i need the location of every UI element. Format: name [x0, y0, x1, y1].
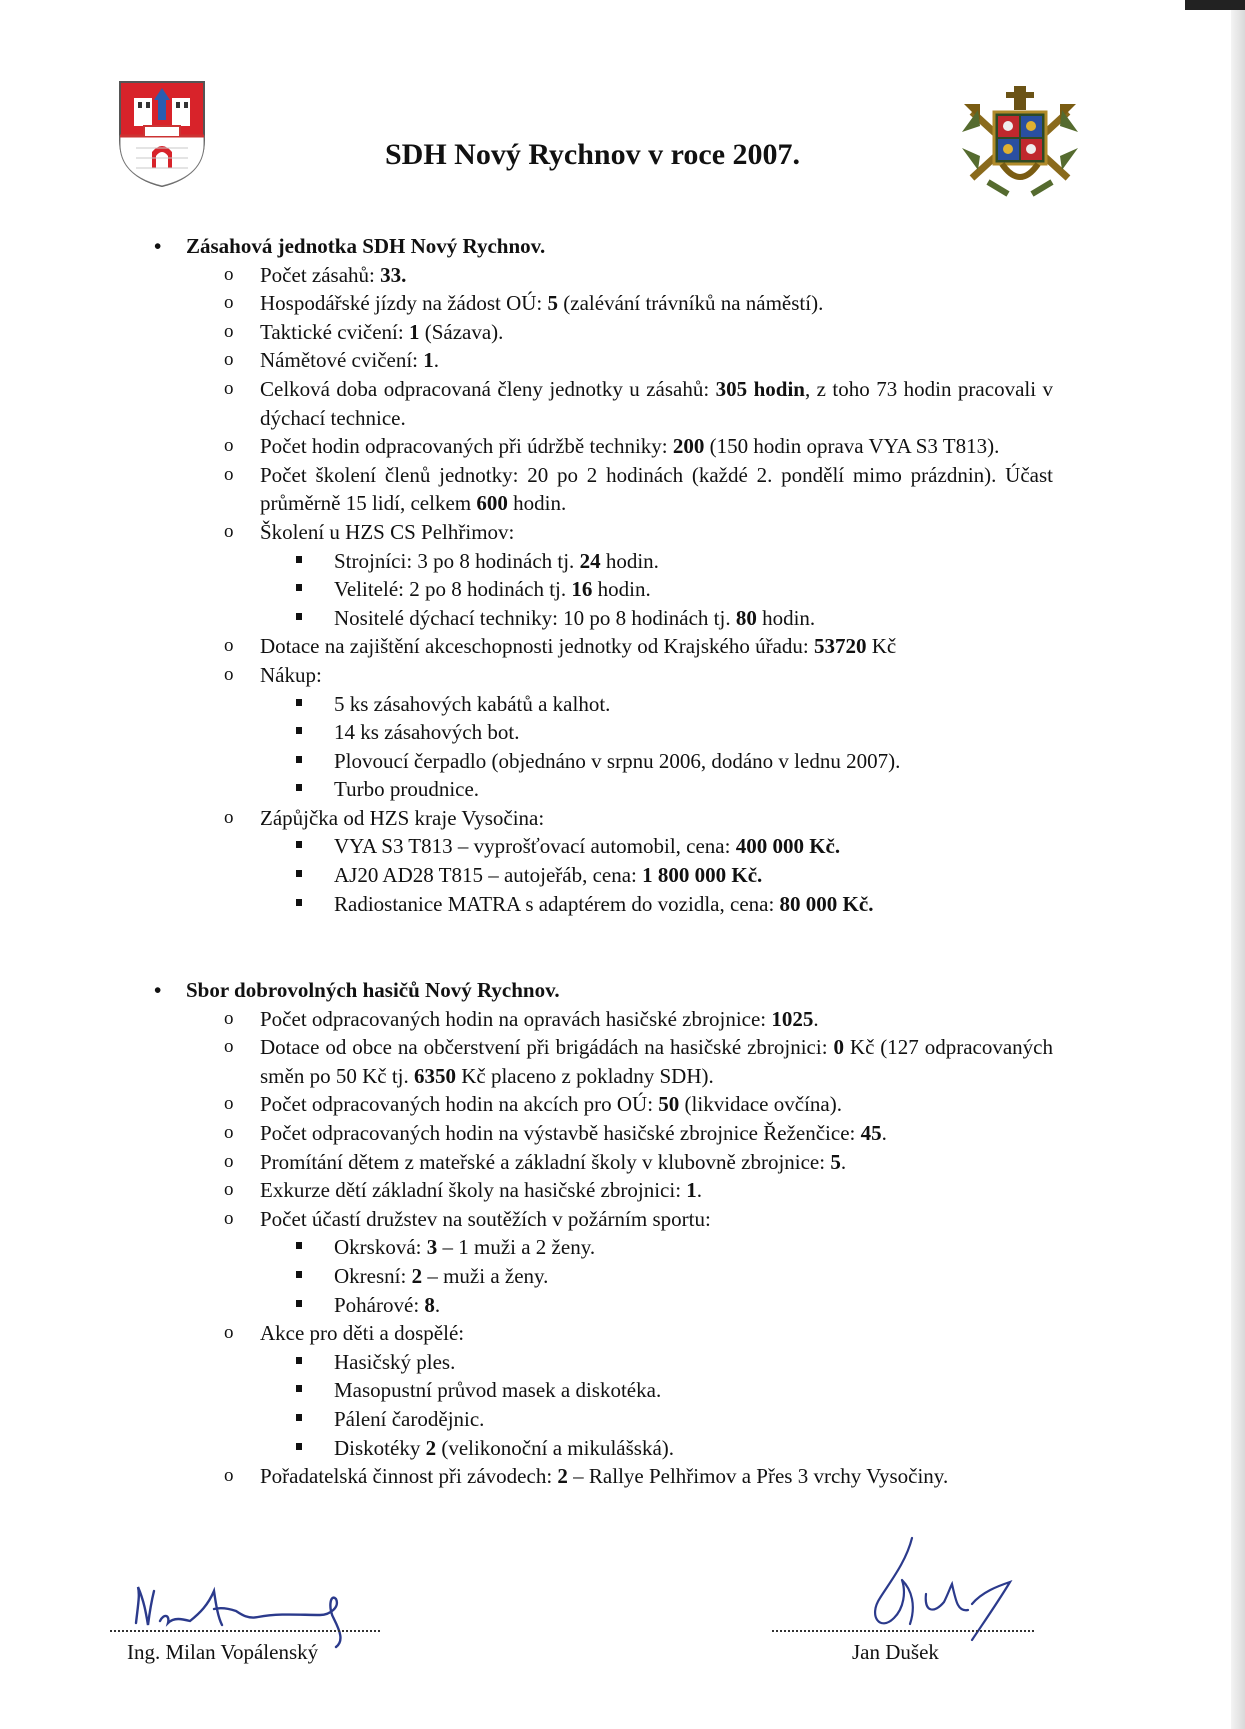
- circle-bullet-marker: o: [224, 1322, 234, 1344]
- text-run: hodin.: [592, 577, 651, 602]
- text-run: Nákup:: [260, 662, 322, 687]
- bold-value: 3: [426, 1235, 438, 1260]
- bold-value: 45: [860, 1120, 882, 1145]
- square-bullet-marker: [296, 727, 302, 734]
- list-item: [148, 661, 1053, 804]
- list-item-text: [260, 661, 1053, 690]
- circle-bullet-marker: o: [224, 635, 234, 657]
- text-run: Nositelé dýchací techniky: 10 po 8 hodinách tj.: [334, 605, 736, 630]
- circle-bullet-marker: o: [224, 1207, 234, 1229]
- section-heading: [148, 232, 1053, 261]
- bold-value: 1: [408, 319, 420, 344]
- text-run: – Rallye Pelhřimov a Přes 3 vrchy Vysočiny.: [567, 1464, 949, 1489]
- text-run: Strojníci: 3 po 8 hodinách tj.: [334, 548, 580, 573]
- item-list: [148, 1005, 1053, 1491]
- square-bullet-marker: [296, 613, 302, 620]
- circle-bullet-marker: o: [224, 1121, 234, 1143]
- list-item: [148, 1119, 1053, 1148]
- text-run: .: [434, 1292, 441, 1317]
- circle-bullet-marker: o: [224, 1036, 234, 1058]
- bold-value: 33.: [380, 262, 407, 287]
- list-item-text: [260, 1119, 1053, 1148]
- square-bullet-marker: [296, 784, 302, 791]
- circle-bullet-marker: o: [224, 320, 234, 342]
- text-run: 5 ks zásahových kabátů a kalhot.: [334, 691, 611, 716]
- section-heading-text: Zásahová jednotka SDH Nový Rychnov.: [186, 234, 546, 258]
- bold-value: 400 000 Kč.: [735, 834, 841, 859]
- text-run: Celková doba odpracovaná členy jednotky u zásahů:: [260, 376, 716, 401]
- square-bullet-marker: [296, 1242, 302, 1249]
- bold-value: 5: [547, 291, 559, 316]
- sub-list-item: [260, 890, 1053, 919]
- text-run: Zápůjčka od HZS kraje Vysočina:: [260, 805, 545, 830]
- text-run: – 1 muži a 2 ženy.: [437, 1235, 596, 1260]
- text-run: Pořadatelská činnost při závodech:: [260, 1464, 558, 1489]
- signature-line-right: [772, 1628, 1034, 1632]
- sub-list: [260, 832, 1053, 918]
- list-item: [148, 289, 1053, 318]
- text-run: Okresní:: [334, 1263, 412, 1288]
- circle-bullet-marker: o: [224, 349, 234, 371]
- sub-list-item: [260, 690, 1053, 719]
- bold-value: 1: [686, 1178, 697, 1203]
- sub-list-item: [260, 1376, 1053, 1405]
- sub-list-item: [260, 832, 1053, 861]
- square-bullet-marker: [296, 584, 302, 591]
- text-run: Kč placeno z pokladny SDH).: [455, 1063, 714, 1088]
- bold-value: 80: [735, 605, 757, 630]
- square-bullet-marker: [296, 1300, 302, 1307]
- text-run: Okrsková:: [334, 1235, 427, 1260]
- square-bullet-marker: [296, 1385, 302, 1392]
- text-run: (150 hodin oprava VYA S3 T813).: [704, 434, 1000, 459]
- bold-value: 2: [557, 1464, 568, 1489]
- text-run: Plovoucí čerpadlo (objednáno v srpnu 2006, dodáno v lednu 2007).: [334, 748, 901, 773]
- sub-list-item: [260, 861, 1053, 890]
- bold-value: 0: [833, 1035, 844, 1060]
- list-item: [148, 1176, 1053, 1205]
- text-run: .: [813, 1006, 819, 1031]
- bold-value: 6350: [413, 1063, 456, 1088]
- section-volunteer-firefighters: [148, 976, 1053, 1491]
- sub-list-item: [260, 604, 1053, 633]
- list-item: [148, 375, 1053, 432]
- sub-list-item: [260, 1291, 1053, 1320]
- text-run: Námětové cvičení:: [260, 348, 424, 373]
- list-item-text: [260, 1176, 1053, 1205]
- text-run: .: [696, 1178, 703, 1203]
- list-item-text: [260, 461, 1053, 518]
- text-run: Hospodářské jízdy na žádost OÚ:: [260, 291, 548, 316]
- text-run: Taktické cvičení:: [260, 319, 409, 344]
- signatory-left-name: Ing. Milan Vopálenský: [127, 1640, 319, 1664]
- text-run: Radiostanice MATRA s adaptérem do vozidla, cena:: [334, 891, 780, 916]
- text-run: Kč (127 odpracovaných směn po 50 Kč tj.: [260, 1035, 1053, 1088]
- text-run: VYA S3 T813 – vyprošťovací automobil, cena:: [334, 834, 736, 859]
- list-item: [148, 1319, 1053, 1462]
- circle-bullet-marker: o: [224, 435, 234, 457]
- list-item-text: [260, 1462, 1053, 1491]
- bold-value: 305 hodin: [715, 376, 805, 401]
- bold-value: 5: [830, 1149, 841, 1174]
- list-item-text: [260, 632, 1053, 661]
- sub-list: [260, 1233, 1053, 1319]
- sub-list: [260, 547, 1053, 633]
- square-bullet-marker: [296, 1357, 302, 1364]
- sub-list-item: [260, 1405, 1053, 1434]
- section-heading-text: Sbor dobrovolných hasičů Nový Rychnov.: [186, 978, 560, 1002]
- list-item-text: [260, 318, 1053, 347]
- square-bullet-marker: [296, 556, 302, 563]
- text-run: .: [840, 1149, 847, 1174]
- text-run: Diskotéky: [334, 1435, 426, 1460]
- text-run: Promítání dětem z mateřské a základní školy v klubovně zbrojnice:: [260, 1149, 831, 1174]
- bold-value: 600: [476, 491, 508, 516]
- text-run: .: [433, 348, 440, 373]
- bold-value: 1025: [771, 1006, 814, 1031]
- text-run: (velikonoční a mikulášská).: [436, 1435, 675, 1460]
- bold-value: 24: [579, 548, 601, 573]
- square-bullet-marker: [296, 899, 302, 906]
- text-run: hodin.: [756, 605, 816, 630]
- text-run: Kč: [866, 634, 897, 659]
- list-item-text: [260, 1205, 1053, 1234]
- bold-value: 8: [424, 1292, 435, 1317]
- text-run: AJ20 AD28 T815 – autojeřáb, cena:: [334, 863, 643, 888]
- text-run: Počet hodin odpracovaných při údržbě techniky:: [260, 434, 673, 459]
- circle-bullet-marker: o: [224, 263, 234, 285]
- square-bullet-marker: [296, 1443, 302, 1450]
- bullet-marker: •: [154, 978, 162, 1002]
- text-run: Pohárové:: [334, 1292, 425, 1317]
- list-item: [148, 1205, 1053, 1319]
- circle-bullet-marker: o: [224, 377, 234, 399]
- text-run: Počet odpracovaných hodin na akcích pro OÚ:: [260, 1092, 659, 1117]
- circle-bullet-marker: o: [224, 1093, 234, 1115]
- item-list: [148, 261, 1053, 919]
- bold-value: 2: [411, 1263, 423, 1288]
- signature-left: [130, 1565, 390, 1650]
- text-run: Velitelé: 2 po 8 hodinách tj.: [334, 577, 572, 602]
- text-run: Počet odpracovaných hodin na výstavbě hasičské zbrojnice Řeženčice:: [260, 1120, 861, 1145]
- square-bullet-marker: [296, 1414, 302, 1421]
- square-bullet-marker: [296, 1271, 302, 1278]
- square-bullet-marker: [296, 756, 302, 763]
- sub-list: [260, 1348, 1053, 1462]
- circle-bullet-marker: o: [224, 520, 234, 542]
- text-run: , z toho 73 hodin pracovali v dýchací technice.: [260, 376, 1054, 430]
- list-item-text: [260, 261, 1053, 290]
- signatory-right-name: Jan Dušek: [852, 1640, 939, 1664]
- list-item: [148, 432, 1053, 461]
- text-run: hodin.: [600, 548, 659, 573]
- circle-bullet-marker: o: [224, 1465, 234, 1487]
- circle-bullet-marker: o: [224, 463, 234, 485]
- text-run: (zalévání trávníků na náměstí).: [558, 291, 824, 316]
- sub-list-item: [260, 1348, 1053, 1377]
- list-item-text: [260, 1319, 1053, 1348]
- list-item: [148, 1005, 1053, 1034]
- text-run: Masopustní průvod masek a diskotéka.: [334, 1378, 662, 1403]
- list-item-text: [260, 289, 1053, 318]
- text-run: .: [881, 1120, 887, 1145]
- scan-edge: [1231, 0, 1245, 1729]
- text-run: Hasičský ples.: [334, 1349, 456, 1374]
- list-item: [148, 1090, 1053, 1119]
- text-run: Počet školení členů jednotky: 20 po 2 hodinách (každé 2. pondělí mimo prázdnin). Účast průměrně 15 lidí, celkem: [260, 462, 1053, 516]
- list-item-text: [260, 1005, 1053, 1034]
- circle-bullet-marker: o: [224, 292, 234, 314]
- list-item-text: [260, 375, 1053, 432]
- list-item: [148, 1148, 1053, 1177]
- sub-list-item: [260, 775, 1053, 804]
- list-item: [148, 261, 1053, 290]
- signature-line-left: [110, 1628, 380, 1632]
- text-run: Turbo proudnice.: [334, 777, 480, 802]
- text-run: Dotace od obce na občerstvení při brigádách na hasičské zbrojnici:: [260, 1035, 834, 1060]
- sub-list-item: [260, 718, 1053, 747]
- bold-value: 1 800 000 Kč.: [642, 863, 763, 888]
- bold-value: 16: [571, 577, 593, 602]
- sub-list-item: [260, 1434, 1053, 1463]
- text-run: (Sázava).: [419, 319, 504, 344]
- circle-bullet-marker: o: [224, 806, 234, 828]
- list-item-text: [260, 804, 1053, 833]
- bullet-marker: •: [154, 234, 162, 258]
- list-item: [148, 518, 1053, 632]
- bold-value: 53720: [814, 634, 867, 659]
- text-run: Počet odpracovaných hodin na opravách hasičské zbrojnice:: [260, 1006, 772, 1031]
- scan-corner: [1185, 0, 1245, 10]
- circle-bullet-marker: o: [224, 1179, 234, 1201]
- list-item-text: [260, 432, 1053, 461]
- sub-list-item: [260, 547, 1053, 576]
- text-run: Počet účastí družstev na soutěžích v požárním sportu:: [260, 1206, 711, 1231]
- list-item: [148, 461, 1053, 518]
- square-bullet-marker: [296, 870, 302, 877]
- list-item-text: [260, 1090, 1053, 1119]
- list-item: [148, 318, 1053, 347]
- bold-value: 200: [672, 434, 705, 459]
- list-item: [148, 804, 1053, 918]
- circle-bullet-marker: o: [224, 663, 234, 685]
- text-run: 14 ks zásahových bot.: [334, 720, 520, 745]
- text-run: Akce pro děti a dospělé:: [260, 1321, 465, 1346]
- bold-value: 50: [658, 1092, 680, 1117]
- sub-list-item: [260, 747, 1053, 776]
- circle-bullet-marker: o: [224, 1007, 234, 1029]
- text-run: Počet zásahů:: [260, 262, 381, 287]
- page-title: SDH Nový Rychnov v roce 2007.: [384, 138, 801, 171]
- list-item-text: [260, 518, 1053, 547]
- text-run: Exkurze dětí základní školy na hasičské zbrojnici:: [260, 1178, 687, 1203]
- sub-list-item: [260, 575, 1053, 604]
- sub-list-item: [260, 1262, 1053, 1291]
- bold-value: 2: [425, 1435, 437, 1460]
- section-intervention-unit: [148, 232, 1053, 918]
- text-run: hodin.: [507, 491, 567, 516]
- text-run: – muži a ženy.: [422, 1263, 549, 1288]
- text-run: Pálení čarodějnic.: [334, 1406, 485, 1431]
- sub-list: [260, 690, 1053, 804]
- bold-value: 1: [423, 348, 434, 373]
- text-run: Dotace na zajištění akceschopnosti jednotky od Krajského úřadu:: [260, 634, 814, 659]
- list-item: [148, 1462, 1053, 1491]
- list-item-text: [260, 1033, 1053, 1090]
- bold-value: 80 000 Kč.: [779, 891, 874, 916]
- list-item-text: [260, 1148, 1053, 1177]
- square-bullet-marker: [296, 699, 302, 706]
- circle-bullet-marker: o: [224, 1150, 234, 1172]
- list-item-text: [260, 346, 1053, 375]
- list-item: [148, 346, 1053, 375]
- list-item: [148, 1033, 1053, 1090]
- square-bullet-marker: [296, 841, 302, 848]
- text-run: (likvidace ovčína).: [679, 1092, 842, 1117]
- sub-list-item: [260, 1233, 1053, 1262]
- section-heading: [148, 976, 1053, 1005]
- text-run: Školení u HZS CS Pelhřimov:: [260, 519, 515, 544]
- list-item: [148, 632, 1053, 661]
